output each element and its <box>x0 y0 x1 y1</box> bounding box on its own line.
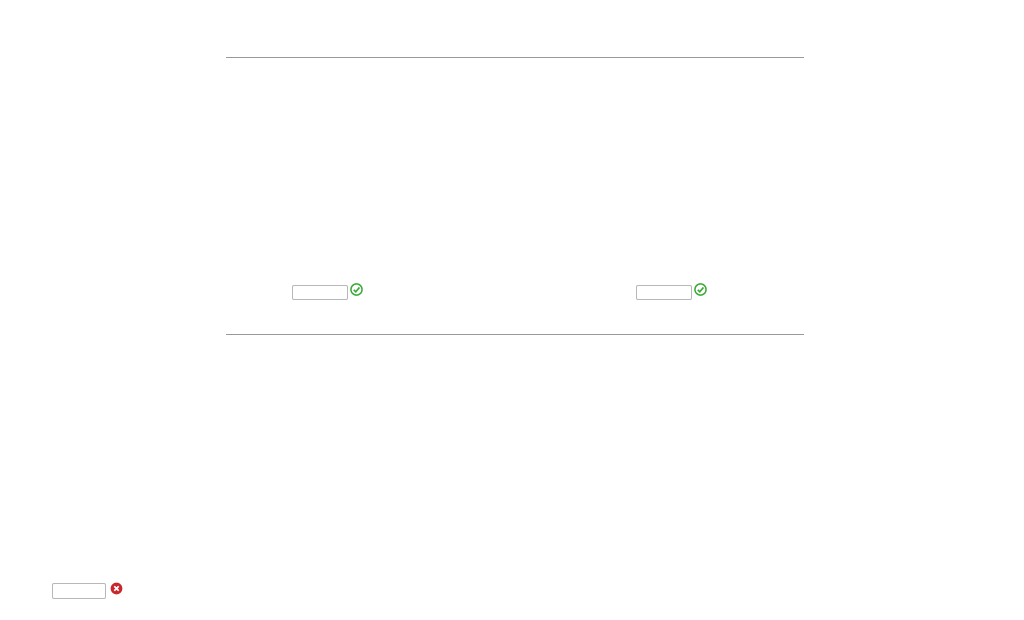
bottom-header-divider <box>226 334 804 335</box>
header-month <box>226 15 282 43</box>
check-icon <box>694 283 707 296</box>
header-production <box>460 15 530 29</box>
average-demand-input[interactable] <box>292 285 348 300</box>
maximum-inventory-input[interactable] <box>636 285 692 300</box>
error-x-icon <box>110 582 123 595</box>
top-header-divider <box>226 57 804 58</box>
header-demand <box>292 15 348 29</box>
total-cost-input[interactable] <box>52 583 106 599</box>
check-icon <box>350 283 363 296</box>
